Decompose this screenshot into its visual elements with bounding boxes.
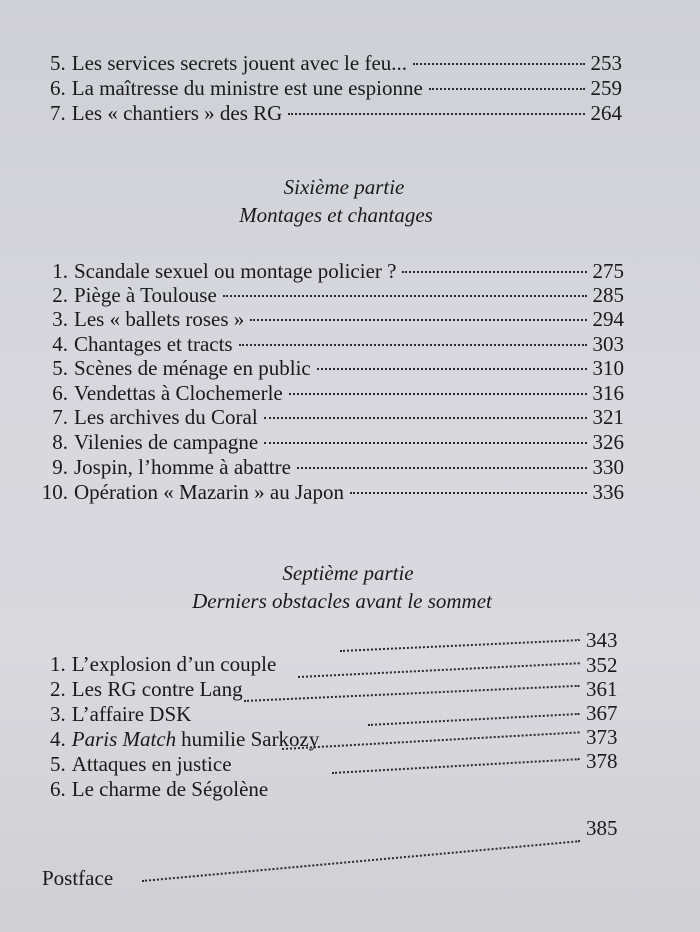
- entry-title: Chantages et tracts: [74, 332, 233, 356]
- entry-number: 3.: [52, 307, 68, 331]
- part-label: Septième partie: [282, 561, 414, 585]
- entry-number: 8.: [52, 430, 68, 454]
- entry-title: Les « chantiers » des RG: [71, 101, 283, 125]
- leader-dots: [297, 467, 587, 469]
- toc-entry: [44, 282, 624, 308]
- toc-entry: [50, 676, 243, 702]
- toc-entry: [50, 751, 232, 777]
- leader-dots: [350, 492, 587, 494]
- toc-entry: [44, 331, 624, 357]
- postface-page: 385: [586, 816, 618, 840]
- entry-title: Attaques en justice: [71, 752, 232, 776]
- entry-number: 6.: [50, 76, 66, 100]
- toc-entry: [50, 726, 319, 752]
- toc-entry: [44, 306, 624, 332]
- leader-dots: [244, 685, 580, 702]
- entry-page: 343: [586, 628, 618, 652]
- leader-dots: [250, 319, 586, 321]
- leader-dots: [368, 713, 580, 726]
- entry-page: 378: [586, 749, 618, 773]
- entry-number: 6.: [52, 381, 68, 405]
- entry-title: L’explosion d’un couple: [71, 652, 277, 676]
- leader-dots: [282, 731, 580, 750]
- entry-title-italic: Paris Match: [71, 727, 177, 751]
- entry-title: Le charme de Ségolène: [71, 777, 269, 801]
- leader-dots: [332, 758, 580, 774]
- leader-dots: [429, 88, 585, 90]
- toc-entry: [44, 380, 624, 406]
- toc-entry: [34, 479, 624, 505]
- entry-title: Scandale sexuel ou montage policier ?: [74, 259, 397, 283]
- entry-page: 361: [586, 677, 618, 701]
- part-title: Derniers obstacles avant le sommet: [192, 589, 492, 613]
- entry-title: Les services secrets jouent avec le feu...: [71, 51, 408, 75]
- part-title: Montages et chantages: [239, 203, 433, 227]
- entry-page: 253: [590, 51, 622, 75]
- entry-page: 316: [592, 381, 624, 405]
- leader-dots: [288, 113, 584, 115]
- entry-number: 1.: [52, 259, 68, 283]
- toc-entry: [44, 355, 624, 381]
- entry-page: 330: [592, 455, 624, 479]
- toc-entry: [44, 404, 624, 430]
- entry-page: 294: [592, 307, 624, 331]
- entry-number: 5.: [52, 356, 68, 380]
- leader-dots: [402, 271, 586, 273]
- entry-title: Vendettas à Clochemerle: [74, 381, 283, 405]
- entry-title: Jospin, l’homme à abattre: [74, 455, 291, 479]
- entry-title: Vilenies de campagne: [74, 430, 259, 454]
- entry-number: 1.: [50, 652, 66, 676]
- entry-number: 7.: [52, 405, 68, 429]
- toc-entry: [50, 776, 268, 802]
- toc-entry: [44, 429, 624, 455]
- entry-page: 373: [586, 725, 618, 749]
- entry-page: 367: [586, 701, 618, 725]
- entry-page: 285: [592, 283, 624, 307]
- entry-title: Les « ballets roses »: [74, 307, 245, 331]
- entry-page: 310: [592, 356, 624, 380]
- entry-title: L’affaire DSK: [71, 702, 192, 726]
- entry-number: 5.: [50, 752, 66, 776]
- entry-page: 264: [590, 101, 622, 125]
- entry-title: La maîtresse du ministre est une espionne: [71, 76, 423, 100]
- toc-entry: [44, 454, 624, 480]
- leader-dots: [264, 442, 586, 444]
- toc-entry: [44, 258, 624, 284]
- entry-title: Opération « Mazarin » au Japon: [74, 480, 344, 504]
- entry-number: 2.: [52, 283, 68, 307]
- postface-title: Postface: [42, 866, 114, 890]
- leader-dots: [223, 295, 587, 297]
- entry-title: Les RG contre Lang: [71, 677, 243, 701]
- entry-number: 5.: [50, 51, 66, 75]
- toc-entry: [50, 50, 622, 76]
- entry-page: 321: [592, 405, 624, 429]
- entry-number: 4.: [52, 332, 68, 356]
- entry-number: 6.: [50, 777, 66, 801]
- toc-entry: [50, 100, 622, 126]
- entry-title: Piège à Toulouse: [74, 283, 217, 307]
- leader-dots: [239, 344, 587, 346]
- toc-entry: [50, 75, 622, 101]
- entry-page: 303: [592, 332, 624, 356]
- entry-number: 3.: [50, 702, 66, 726]
- entry-number: 7.: [50, 101, 66, 125]
- entry-page: 275: [592, 259, 624, 283]
- leader-dots: [340, 639, 580, 652]
- leader-dots: [264, 417, 587, 419]
- leader-dots: [298, 662, 580, 678]
- entry-number: 10.: [41, 480, 68, 504]
- entry-page: 259: [590, 76, 622, 100]
- leader-dots: [142, 840, 580, 882]
- entry-number: 4.: [50, 727, 66, 751]
- leader-dots: [413, 63, 584, 65]
- entry-number: 2.: [50, 677, 66, 701]
- entry-title: Les archives du Coral: [74, 405, 258, 429]
- entry-title: Scènes de ménage en public: [74, 356, 311, 380]
- leader-dots: [289, 393, 587, 395]
- toc-entry: [50, 701, 191, 727]
- toc-entry: [50, 651, 276, 677]
- entry-title: humilie Sarkozy: [181, 727, 320, 751]
- entry-page: 336: [592, 480, 624, 504]
- leader-dots: [317, 368, 587, 370]
- entry-page: 326: [592, 430, 624, 454]
- entry-number: 9.: [52, 455, 68, 479]
- entry-page: 352: [586, 653, 618, 677]
- part-label: Sixième partie: [283, 175, 405, 199]
